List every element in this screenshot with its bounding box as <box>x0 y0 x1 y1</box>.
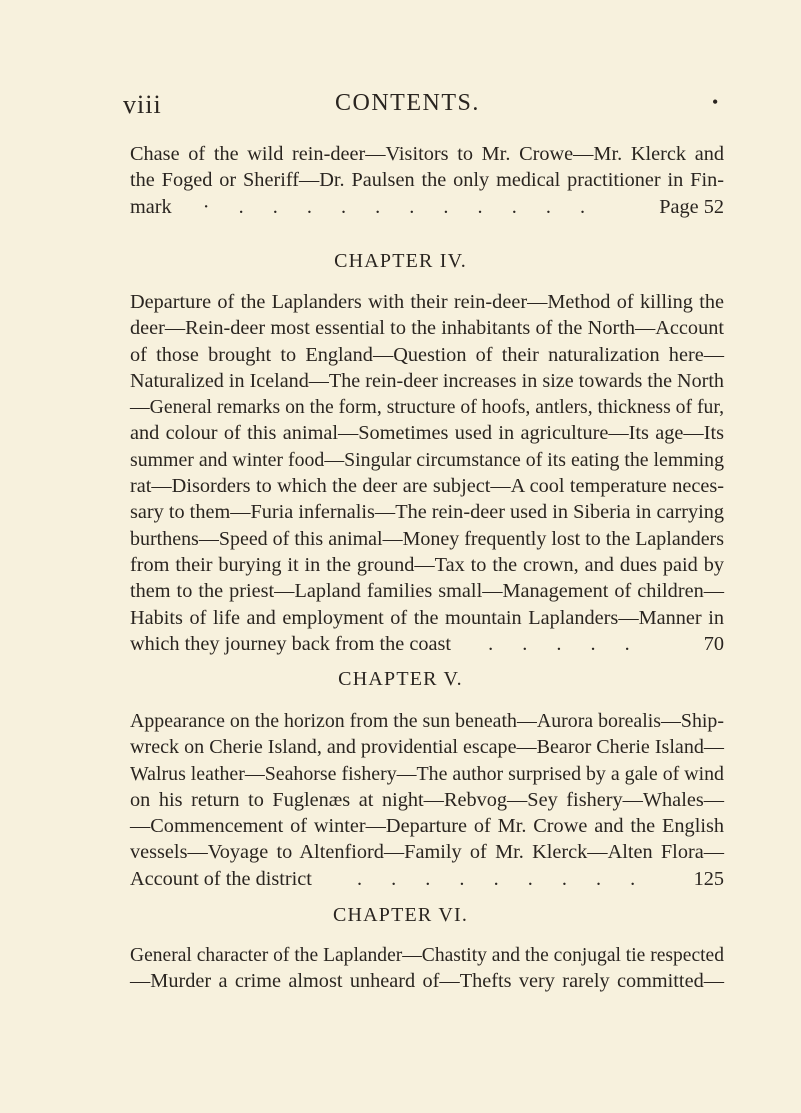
summary-last-line <box>130 631 724 657</box>
dot-leader: . . . . . <box>488 632 642 655</box>
summary-line: Chase of the wild rein-deer—Visitors to Mr. Crowe—Mr. Klerck and <box>130 143 724 165</box>
chapter-v-summary <box>130 708 724 892</box>
summary-line: —Commencement of winter—Departure of Mr. Crowe and the English <box>130 815 724 838</box>
page-header <box>123 90 723 130</box>
summary-line: deer—Rein-deer most essential to the inhabitants of the North—Account <box>130 317 724 340</box>
dot-leader: · . . . . . . . . . . . <box>202 195 598 218</box>
summary-line: rat—Disorders to which the deer are subject—A cool temperature neces- <box>130 475 724 498</box>
summary-line: and colour of this animal—Sometimes used in agriculture—Its age—Its <box>130 422 724 445</box>
chapter-vi-summary <box>130 942 724 995</box>
chapter-heading: CHAPTER V. <box>338 668 463 690</box>
summary-line: Walrus leather—Seahorse fishery—The author surprised by a gale of wind <box>130 762 725 785</box>
page-numeral: viii <box>123 90 162 119</box>
summary-line: —Murder a crime almost unheard of—Thefts very rarely committed— <box>130 970 724 993</box>
chapter-iii-summary <box>130 141 724 220</box>
summary-line: on his return to Fuglenæs at night—Rebvog—Sey fishery—Whales— <box>130 788 724 811</box>
summary-line: Departure of the Laplanders with their rein-deer—Method of killing the <box>130 291 724 313</box>
running-head: CONTENTS. <box>335 90 480 116</box>
summary-line: of those brought to England—Question of their naturalization here— <box>130 343 724 366</box>
summary-line: them to the priest—Lapland families small—Management of children— <box>130 580 724 603</box>
summary-line: vessels—Voyage to Altenfiord—Family of Mr. Klerck—Alten Flora— <box>130 841 724 864</box>
summary-last-line <box>130 194 724 220</box>
summary-line: Naturalized in Iceland—The rein-deer increases in size towards the North <box>130 369 725 392</box>
summary-line: wreck on Cherie Island, and providential escape—Bearor Cherie Island— <box>130 736 725 759</box>
summary-line: General character of the Laplander—Chastity and the conjugal tie respected <box>130 944 724 966</box>
summary-last-line <box>130 866 724 892</box>
summary-line: burthens—Speed of this animal—Money frequently lost to the Laplanders <box>130 527 725 550</box>
page-reference: 70 <box>703 632 724 655</box>
chapter-heading: CHAPTER VI. <box>332 904 469 926</box>
printer-mark: • <box>712 92 719 112</box>
summary-line: from their burying it in the ground—Tax to the crown, and dues paid by <box>130 553 724 576</box>
summary-line: mark <box>130 195 172 218</box>
page-reference: Page 52 <box>659 195 724 218</box>
dot-leader: . . . . . . . . . <box>357 867 648 890</box>
summary-line: the Foged or Sheriff—Dr. Paulsen the only medical practitioner in Fin- <box>130 169 724 192</box>
summary-line: which they journey back from the coast <box>130 632 452 655</box>
summary-line: summer and winter food—Singular circumstance of its eating the lemming <box>130 448 724 471</box>
summary-line: Appearance on the horizon from the sun beneath—Aurora borealis—Ship- <box>130 710 725 732</box>
chapter-heading: CHAPTER IV. <box>334 250 467 272</box>
summary-line: sary to them—Furia infernalis—The rein-deer used in Siberia in carrying <box>130 501 724 524</box>
summary-line: —General remarks on the form, structure of hoofs, antlers, thickness of fur, <box>130 396 725 419</box>
page-reference: 125 <box>693 867 724 890</box>
chapter-iv-summary <box>130 289 724 657</box>
summary-line: Habits of life and employment of the mountain Laplanders—Manner in <box>130 606 724 629</box>
summary-line: Account of the district <box>130 867 312 890</box>
